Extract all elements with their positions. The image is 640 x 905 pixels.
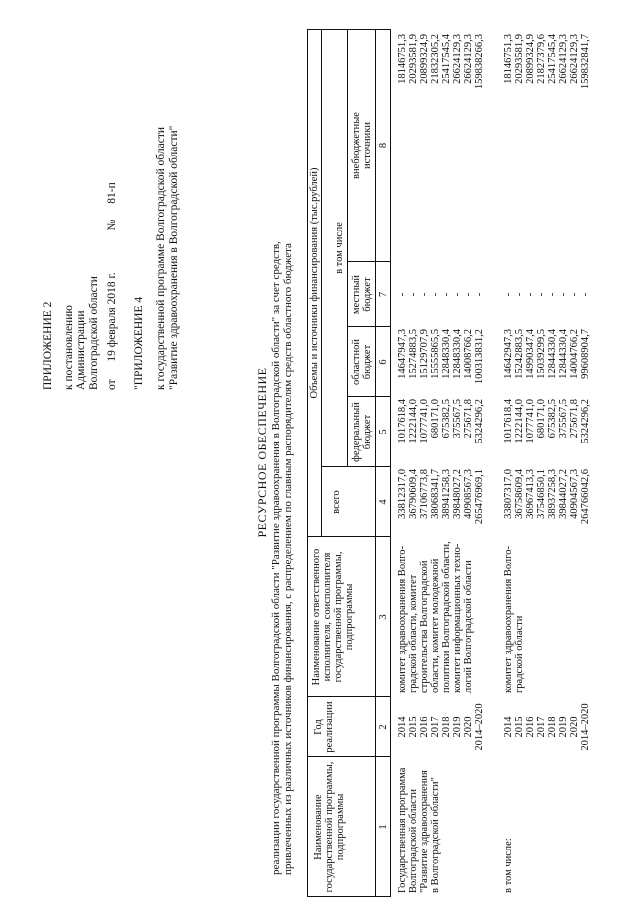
column-number: 1 xyxy=(378,824,389,830)
header-line: подпрограммы xyxy=(344,583,355,651)
federal-cell: 375567,5 xyxy=(558,399,569,439)
header-line: областной xyxy=(351,339,362,385)
appendix-block xyxy=(42,20,180,390)
federal-cell: 5324296,2 xyxy=(580,399,591,444)
document-title: РЕСУРСНОЕ ОБЕСПЕЧЕНИЕ xyxy=(255,367,269,538)
extrabudget-cell: 25417545,4 xyxy=(547,34,558,84)
local-cell: - xyxy=(430,292,441,297)
executor-line: логий Волгоградской области xyxy=(463,560,474,693)
appendix4-title: "ПРИЛОЖЕНИЕ 4 xyxy=(132,296,145,390)
extrabudget-cell: 21832305,2 xyxy=(430,34,441,84)
executor-line: комитет информационных техно- xyxy=(452,543,463,693)
funding-group-line xyxy=(321,29,322,537)
extrabudget-cell: 18146751,3 xyxy=(397,34,408,84)
regional-cell: 15129707,9 xyxy=(419,329,430,379)
federal-cell: 375567,5 xyxy=(452,399,463,439)
federal-cell: 275671,8 xyxy=(463,399,474,439)
executor-line: политики Волгоградской области, xyxy=(441,541,452,693)
year-cell: 2019 xyxy=(558,716,569,738)
header-funding-group: Объемы и источники финансирования (тыс.рублей) xyxy=(309,167,320,399)
date-from: от xyxy=(106,379,118,390)
header-line: источники xyxy=(362,122,373,169)
number-label: № xyxy=(106,219,118,231)
regional-cell: 99608904,7 xyxy=(580,329,591,379)
total-cell: 39844027,2 xyxy=(558,469,569,519)
header-local xyxy=(351,262,373,327)
executor-line: комитет здравоохранения Волго- xyxy=(503,546,514,693)
regional-cell: 12844330,4 xyxy=(547,329,558,379)
header-line: подпрограммы xyxy=(335,793,346,861)
total-cell: 37106773,8 xyxy=(419,469,430,519)
federal-cell: 5324296,2 xyxy=(474,399,485,444)
local-cell: - xyxy=(419,292,430,297)
total-cell: 36790609,4 xyxy=(408,469,419,519)
local-cell: - xyxy=(408,292,419,297)
column-number: 6 xyxy=(378,359,389,365)
regional-cell: 12848330,4 xyxy=(441,329,452,379)
federal-cell: 1222144,0 xyxy=(514,399,525,444)
executor-line: градской области, комитет xyxy=(408,574,419,693)
year-cell: 2018 xyxy=(441,716,452,738)
extrabudget-cell: 26624129,3 xyxy=(569,34,580,84)
colnum-bottom-line xyxy=(390,29,391,897)
column-number: 5 xyxy=(378,429,389,435)
header-line: местный xyxy=(351,274,362,315)
extrabudget-cell: 18146751,3 xyxy=(503,34,514,84)
total-cell: 264766042,6 xyxy=(580,469,591,525)
header-year xyxy=(313,697,335,757)
total-cell: 37546850,1 xyxy=(536,469,547,519)
total-cell: 33807317,0 xyxy=(503,469,514,519)
regional-cell: 12844330,4 xyxy=(558,329,569,379)
header-line: бюджет xyxy=(362,277,373,312)
year-cell: 2018 xyxy=(547,716,558,738)
extrabudget-cell: 20293581,9 xyxy=(408,34,419,84)
appendix-line: Администрации xyxy=(75,310,87,390)
local-cell: - xyxy=(580,292,591,297)
header-line: Наименование xyxy=(313,794,324,860)
including-line xyxy=(347,29,348,467)
federal-cell: 680171,0 xyxy=(536,399,547,439)
total-cell: 33812317,0 xyxy=(397,469,408,519)
executor-line: комитет здравоохранения Волго- xyxy=(397,546,408,693)
federal-cell: 675382,5 xyxy=(547,399,558,439)
executor-line: области, комитет молодежной xyxy=(430,558,441,693)
federal-cell: 275671,8 xyxy=(569,399,580,439)
local-cell: - xyxy=(397,292,408,297)
year-cell: 2015 xyxy=(514,716,525,738)
table-row-program xyxy=(397,29,493,897)
year-cell: 2015 xyxy=(408,716,419,738)
program-name-line: Государственная программа xyxy=(397,767,408,893)
local-cell: - xyxy=(463,292,474,297)
regional-cell: 15242883,5 xyxy=(514,329,525,379)
year-cell: 2014 xyxy=(503,716,514,738)
program-name-line: в Волгоградской области" xyxy=(430,777,441,893)
total-cell: 36758609,4 xyxy=(514,469,525,519)
year-cell: 2017 xyxy=(430,716,441,738)
program-name-line: Волгоградской области xyxy=(408,788,419,893)
total-cell: 39848027,2 xyxy=(452,469,463,519)
total-cell: 265476969,1 xyxy=(474,469,485,525)
date-line xyxy=(106,20,119,390)
resource-table xyxy=(307,29,638,897)
date-value: 19 февраля 2018 г. xyxy=(106,272,118,362)
local-cell: - xyxy=(547,292,558,297)
regional-cell: 15039299,5 xyxy=(536,329,547,379)
header-line: федеральный xyxy=(351,402,362,462)
subtitle-line: привлеченных из различных источников финансирования, с распределением по главным распорядителям средств областного бюджета xyxy=(282,243,294,875)
extrabudget-cell: 21827379,6 xyxy=(536,34,547,84)
federal-cell: 1077741,0 xyxy=(419,399,430,444)
column-number: 2 xyxy=(378,724,389,730)
regional-cell: 15274883,5 xyxy=(408,329,419,379)
header-bottom-line xyxy=(375,29,376,897)
year-cell: 2016 xyxy=(525,716,536,738)
regional-cell: 15555865,5 xyxy=(430,329,441,379)
year-cell: 2014–2020 xyxy=(474,703,485,751)
federal-cell: 1017618,4 xyxy=(503,399,514,444)
year-cell: 2020 xyxy=(569,716,580,738)
local-cell: - xyxy=(514,292,525,297)
table-border-top xyxy=(307,29,308,897)
header-regional xyxy=(351,327,373,397)
header-line: реализации xyxy=(324,701,335,753)
extrabudget-cell: 26624129,3 xyxy=(558,34,569,84)
federal-cell: 1222144,0 xyxy=(408,399,419,444)
appendix4-line: "Развитие здравоохранения в Волгоградской области" xyxy=(167,125,180,390)
column-number: 7 xyxy=(378,291,389,298)
extrabudget-cell: 20293581,9 xyxy=(514,34,525,84)
header-program-name xyxy=(313,757,346,897)
regional-cell: 14004766,2 xyxy=(569,329,580,379)
document-subtitle xyxy=(270,35,294,875)
executor-line: строительства Волгоградской xyxy=(419,560,430,693)
appendix-line: к постановлению xyxy=(62,305,75,390)
header-line: Наименование ответственного xyxy=(311,548,322,686)
federal-cell: 680171,0 xyxy=(430,399,441,439)
column-number: 8 xyxy=(378,142,389,149)
regional-cell: 14008766,2 xyxy=(463,329,474,379)
local-cell: - xyxy=(441,292,452,297)
year-cell: 2016 xyxy=(419,716,430,738)
regional-cell: 12848330,4 xyxy=(452,329,463,379)
appendix-line: Волгоградской области xyxy=(87,276,100,390)
year-cell: 2014 xyxy=(397,716,408,738)
year-cell: 2017 xyxy=(536,716,547,738)
year-cell: 2019 xyxy=(452,716,463,738)
local-cell: - xyxy=(525,292,536,297)
total-cell: 40904567,3 xyxy=(569,469,580,519)
column-number: 4 xyxy=(378,499,389,505)
header-line: Год xyxy=(313,719,324,735)
regional-cell: 14647947,3 xyxy=(397,329,408,379)
local-cell: - xyxy=(536,292,547,297)
appendix-title: ПРИЛОЖЕНИЕ 2 xyxy=(42,301,54,390)
column-number: 3 xyxy=(378,614,389,620)
total-cell: 40908567,3 xyxy=(463,469,474,519)
extrabudget-cell: 26624129,3 xyxy=(452,34,463,84)
local-cell: - xyxy=(452,292,463,297)
header-line: бюджет xyxy=(362,414,373,450)
header-extrabudget xyxy=(351,29,373,262)
appendix4-line: к государственной программе Волгоградской области xyxy=(155,127,167,390)
federal-cell: 675382,5 xyxy=(441,399,452,439)
program-name-line: в том числе: xyxy=(503,838,514,893)
regional-cell: 100313831,2 xyxy=(474,329,485,385)
total-cell: 38937258,3 xyxy=(547,469,558,519)
federal-cell: 1017618,4 xyxy=(397,399,408,444)
extrabudget-cell: 159832841,7 xyxy=(580,34,591,90)
local-cell: - xyxy=(569,292,580,297)
local-cell: - xyxy=(474,292,485,297)
regional-cell: 14642947,3 xyxy=(503,329,514,379)
subtitle-line: реализации государственной программы Волгоградской области "Развитие здравоохранения в Волгоградской области" за счет средств, xyxy=(270,241,282,875)
regional-cell: 14990347,4 xyxy=(525,329,536,379)
extrabudget-cell: 20899324,9 xyxy=(525,34,536,84)
header-federal xyxy=(351,397,373,467)
total-cell: 38068341,7 xyxy=(430,469,441,519)
header-line: исполнителя, соисполнителя xyxy=(322,552,333,682)
extrabudget-cell: 26624129,3 xyxy=(463,34,474,84)
year-cell: 2020 xyxy=(463,716,474,738)
header-line: бюджет xyxy=(362,344,373,380)
header-line: государственной программы, xyxy=(324,761,335,893)
header-total: всего xyxy=(331,490,342,514)
header-executor xyxy=(311,537,355,697)
table-row-including xyxy=(503,29,603,897)
total-cell: 36967413,3 xyxy=(525,469,536,519)
local-cell: - xyxy=(558,292,569,297)
extrabudget-cell: 159838266,3 xyxy=(474,34,485,90)
header-line: государственной программы, xyxy=(333,551,344,683)
program-name-line: "Развитие здравоохранения xyxy=(419,770,430,893)
extrabudget-cell: 20899324,9 xyxy=(419,34,430,84)
federal-cell: 1077741,0 xyxy=(525,399,536,444)
header-line: внебюджетные xyxy=(351,112,362,179)
executor-line: градской области xyxy=(514,615,525,693)
header-including: в том числе xyxy=(334,222,345,274)
extrabudget-cell: 25417545,4 xyxy=(441,34,452,84)
year-cell: 2014–2020 xyxy=(580,703,591,751)
local-cell: - xyxy=(503,292,514,297)
number-value: 81-п xyxy=(106,182,118,204)
total-cell: 38941258,3 xyxy=(441,469,452,519)
